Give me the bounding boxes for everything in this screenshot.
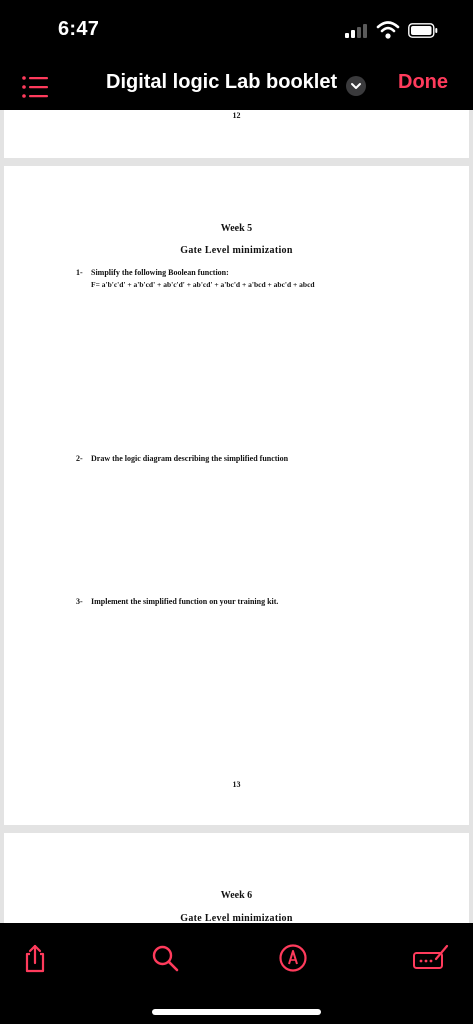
cellular-signal-icon [345, 24, 369, 38]
section-title: Gate Level minimization [180, 245, 293, 256]
question-3-number: 3- [76, 597, 83, 606]
question-1-text: Simplify the following Boolean function: [91, 268, 229, 277]
document-viewer[interactable] [0, 110, 473, 923]
home-indicator[interactable] [152, 1009, 321, 1015]
document-title[interactable]: Digital logic Lab booklet [106, 71, 338, 93]
page-14 [4, 833, 469, 923]
navigation-bar [0, 62, 473, 110]
question-1-number: 1- [76, 268, 83, 277]
search-icon[interactable] [150, 943, 180, 973]
page-number: 12 [232, 111, 241, 120]
question-3-text: Implement the simplified function on your training kit. [91, 597, 279, 606]
wifi-icon [376, 20, 400, 40]
section-title: Gate Level minimization [180, 913, 293, 923]
page-12 [4, 110, 469, 158]
bottom-toolbar [0, 923, 473, 1024]
boolean-formula: F= a'b'c'd' + a'b'cd' + ab'c'd' + ab'cd' + a'bc'd + a'bcd + abc'd + abcd [91, 280, 315, 289]
question-2-number: 2- [76, 454, 83, 463]
share-icon[interactable] [20, 943, 50, 973]
question-2-text: Draw the logic diagram describing the simplified function [91, 454, 289, 463]
status-bar [0, 0, 473, 62]
page-13 [4, 166, 469, 825]
list-icon[interactable] [20, 72, 50, 102]
week-title: Week 5 [220, 223, 253, 234]
page-number: 13 [232, 780, 241, 789]
markup-icon[interactable] [278, 943, 308, 973]
chevron-down-icon[interactable] [346, 76, 366, 96]
battery-icon [408, 23, 438, 38]
week-title: Week 6 [220, 890, 253, 901]
status-time: 6:47 [58, 18, 100, 40]
done-button[interactable]: Done [398, 71, 448, 93]
signature-icon[interactable] [412, 943, 450, 973]
